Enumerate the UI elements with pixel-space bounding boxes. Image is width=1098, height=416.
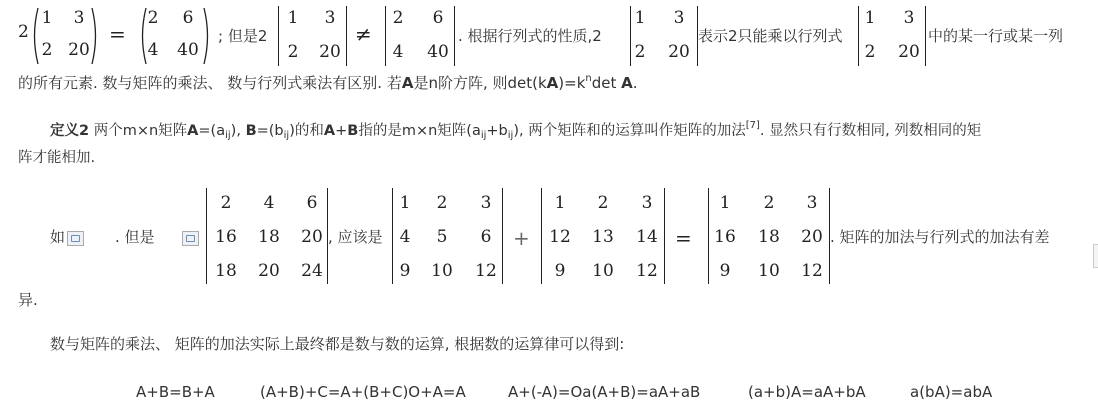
citation-ref[interactable]: [7]	[745, 120, 760, 131]
e1-cell: 2	[220, 193, 232, 213]
d4-cell: 20	[898, 42, 920, 62]
e4-cell: 1	[719, 193, 731, 213]
definition-2-line2: 阵才能相加.	[18, 150, 96, 166]
e2-cell: 4	[399, 227, 411, 247]
d1-cell: 20	[319, 42, 341, 62]
matrix-A: A	[401, 74, 414, 92]
scrollbar-fragment[interactable]	[1093, 244, 1098, 268]
d1-cell: 3	[324, 8, 336, 28]
e1-cell: 20	[301, 227, 323, 247]
text-row-col: 中的某一行或某一列	[928, 27, 1064, 45]
m1-cell: 1	[41, 8, 53, 28]
m1-cell: 2	[41, 40, 53, 60]
e2-cell: 2	[436, 193, 448, 213]
d1-cell: 2	[287, 42, 299, 62]
text-but-2: . 但是	[115, 228, 155, 246]
broken-image-icon	[67, 231, 84, 246]
e2-cell: 5	[436, 227, 448, 247]
broken-image-icon	[182, 231, 199, 246]
right-paren	[90, 6, 100, 66]
matrix-m2	[138, 6, 212, 66]
matrix-A: A	[621, 74, 633, 92]
equals-sign-2: =	[675, 226, 692, 250]
e2-cell: 1	[399, 193, 411, 213]
e4-cell: 18	[758, 227, 780, 247]
d3-cell: 3	[673, 8, 685, 28]
e3-cell: 3	[641, 193, 653, 213]
paragraph-3: 数与矩阵的乘法、 矩阵的加法实际上最终都是数与数的运算, 根据数的运算律可以得到:	[50, 335, 625, 353]
e1-cell: 24	[301, 261, 323, 281]
m1-cell: 3	[73, 8, 85, 28]
text-multiply: 表示2只能乘以行列式	[698, 27, 843, 45]
paragraph-line2: 的所有元素. 数与矩阵的乘法、 数与行列式乘法有区别. 若A是n阶方阵, 则$\det(kA)=k^n\det$ A.	[18, 73, 638, 92]
equals-sign: =	[109, 22, 126, 46]
d3-cell: 1	[634, 8, 646, 28]
e4-cell: 16	[714, 227, 736, 247]
plus-sign: +	[513, 226, 530, 250]
text-tail-2: 异.	[18, 291, 38, 309]
e1-cell: 6	[306, 193, 318, 213]
e3-cell: 1	[554, 193, 566, 213]
e4-cell: 20	[801, 227, 823, 247]
d3-cell: 2	[634, 42, 646, 62]
matrix-A: A	[546, 74, 559, 92]
d2-cell: 6	[432, 8, 444, 28]
e1-cell: 16	[215, 227, 237, 247]
m1-cell: 20	[68, 40, 90, 60]
d4-cell: 3	[903, 8, 915, 28]
e3-cell: 2	[597, 193, 609, 213]
e4-cell: 3	[806, 193, 818, 213]
e1-cell: 20	[258, 261, 280, 281]
right-paren	[202, 6, 212, 66]
law-distributive-1: A+(-A)=Oa(A+B)=aA+aB	[508, 383, 701, 401]
law-associative: (A+B)+C=A+(B+C)O+A=A	[260, 383, 466, 401]
law-distributive-2: (a+b)A=aA+bA	[748, 383, 866, 401]
definition-2: 定义2 两个m×n矩阵$A=(a_{ij})$, $B=(b_{ij})$的和A+B指的是m×n矩阵$(a_{ij}+b_{ij})$, 两个矩阵和的运算叫作矩阵的加法[7]. 显然只有行数相同, 列数相同的矩	[50, 120, 982, 141]
e2-cell: 6	[480, 227, 492, 247]
text-should: , 应该是	[328, 228, 383, 246]
definition-label: 定义2	[50, 123, 90, 139]
law-scalar-assoc: a(bA)=abA	[910, 383, 993, 401]
e3-cell: 9	[554, 261, 566, 281]
e3-cell: 12	[636, 261, 658, 281]
d2-cell: 4	[392, 42, 404, 62]
d2-cell: 2	[392, 8, 404, 28]
e3-cell: 12	[549, 227, 571, 247]
e4-cell: 2	[763, 193, 775, 213]
d4-cell: 1	[864, 8, 876, 28]
text-but: ; 但是2	[218, 27, 268, 45]
m2-cell: 40	[177, 40, 199, 60]
text-tail: . 矩阵的加法与行列式的加法有差	[830, 228, 1050, 246]
e4-cell: 12	[801, 261, 823, 281]
m2-cell: 6	[182, 8, 194, 28]
e1-cell: 18	[215, 261, 237, 281]
e1-cell: 18	[258, 227, 280, 247]
text-property: . 根据行列式的性质,2	[458, 27, 602, 45]
e1-cell: 4	[263, 193, 275, 213]
m2-cell: 2	[147, 8, 159, 28]
e2-cell: 3	[480, 193, 492, 213]
d1-cell: 1	[287, 8, 299, 28]
e2-cell: 12	[475, 261, 497, 281]
e3-cell: 10	[592, 261, 614, 281]
matrix-m1	[30, 6, 100, 66]
scalar-coefficient: 2	[18, 22, 29, 42]
e3-cell: 14	[636, 227, 658, 247]
law-commutative: A+B=B+A	[136, 383, 215, 401]
e4-cell: 9	[719, 261, 731, 281]
text-ru: 如	[50, 228, 66, 246]
d4-cell: 2	[864, 42, 876, 62]
d2-cell: 40	[427, 42, 449, 62]
e4-cell: 10	[758, 261, 780, 281]
e2-cell: 10	[431, 261, 453, 281]
m2-cell: 4	[147, 40, 159, 60]
not-equal-sign: ≠	[355, 22, 372, 46]
e3-cell: 13	[592, 227, 614, 247]
d3-cell: 20	[668, 42, 690, 62]
e2-cell: 9	[399, 261, 411, 281]
